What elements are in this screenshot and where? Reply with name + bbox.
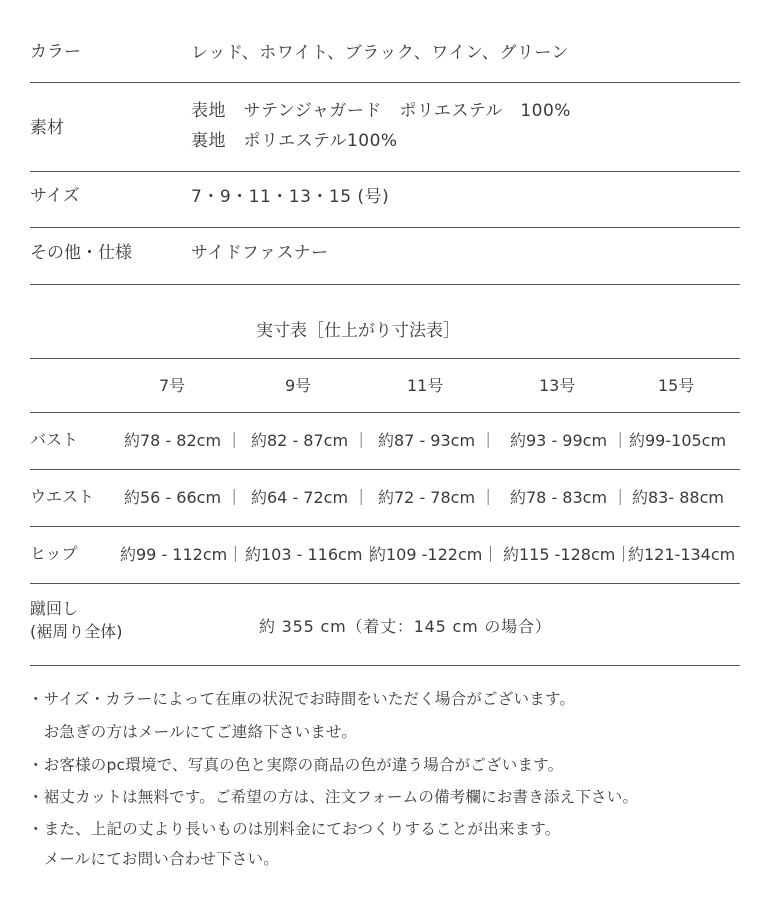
cell: 約121-134cm (628, 545, 736, 564)
cell: 約56 - 66cm ｜ (124, 488, 243, 507)
divider (30, 412, 740, 413)
cell: 約87 - 93cm ｜ (378, 431, 497, 450)
header-13: 13号 (539, 376, 576, 395)
header-11: 11号 (407, 376, 444, 395)
row-label-waist: ウエスト (30, 487, 95, 506)
cell: 約78 - 82cm ｜ (124, 431, 243, 450)
cell: 約99-105cm (629, 431, 727, 450)
material-label: 素材 (30, 118, 64, 138)
hem-label-line2: (裾周り全体) (30, 622, 123, 641)
divider (30, 469, 740, 470)
color-value: レッド、ホワイト、ブラック、ワイン、グリーン (191, 43, 570, 63)
size-label: サイズ (30, 186, 80, 206)
divider (30, 358, 740, 359)
note-line: ・お客様のpc環境で、写真の色と実際の商品の色が違う場合がございます。 (28, 756, 564, 774)
divider (30, 583, 740, 584)
divider (30, 82, 740, 83)
cell: 約115 -128cm｜ (503, 545, 632, 564)
note-line: ・サイズ・カラーによって在庫の状況でお時間をいただく場合がございます。 (28, 690, 576, 708)
note-line: お急ぎの方はメールにてご連絡下さいませ。 (28, 723, 357, 741)
cell: 約64 - 72cm ｜ (251, 488, 370, 507)
cell: 約99 - 112cm｜ (120, 545, 244, 564)
divider (30, 171, 740, 172)
note-line: メールにてお問い合わせ下さい。 (28, 850, 279, 868)
header-15: 15号 (658, 376, 695, 395)
hem-label-line1: 蹴回し (30, 599, 79, 618)
cell: 約72 - 78cm ｜ (378, 488, 497, 507)
row-label-hip: ヒップ (30, 544, 78, 563)
divider (30, 526, 740, 527)
material-line1: 表地 サテンジャガード ポリエステル 100% (191, 101, 571, 121)
header-9: 9号 (285, 376, 312, 395)
cell: 約93 - 99cm ｜ (510, 431, 629, 450)
note-line: ・また、上記の丈より長いものは別料金にておつくりすることが出来ます。 (28, 820, 561, 838)
size-table-title: 実寸表［仕上がり寸法表］ (256, 321, 460, 341)
cell: 約83- 88cm (632, 488, 724, 507)
other-label: その他・仕様 (30, 243, 132, 263)
cell: 約82 - 87cm ｜ (251, 431, 370, 450)
header-7: 7号 (159, 376, 186, 395)
divider (30, 227, 740, 228)
color-label: カラー (30, 42, 81, 62)
size-value: 7・9・11・13・15 (号) (191, 187, 390, 207)
divider (30, 284, 740, 285)
cell: 約103 - 116cm｜ (245, 545, 379, 564)
row-label-bust: バスト (30, 430, 79, 449)
cell: 約109 -122cm｜ (370, 545, 499, 564)
hem-value: 約 355 cm（着丈：145 cm の場合） (259, 617, 552, 636)
other-value: サイドファスナー (191, 243, 329, 263)
material-line2: 裏地 ポリエステル100% (191, 131, 398, 151)
divider (30, 665, 740, 666)
note-line: ・裾丈カットは無料です。ご希望の方は、注文フォームの備考欄にお書き添え下さい。 (28, 788, 639, 806)
cell: 約78 - 83cm ｜ (510, 488, 629, 507)
